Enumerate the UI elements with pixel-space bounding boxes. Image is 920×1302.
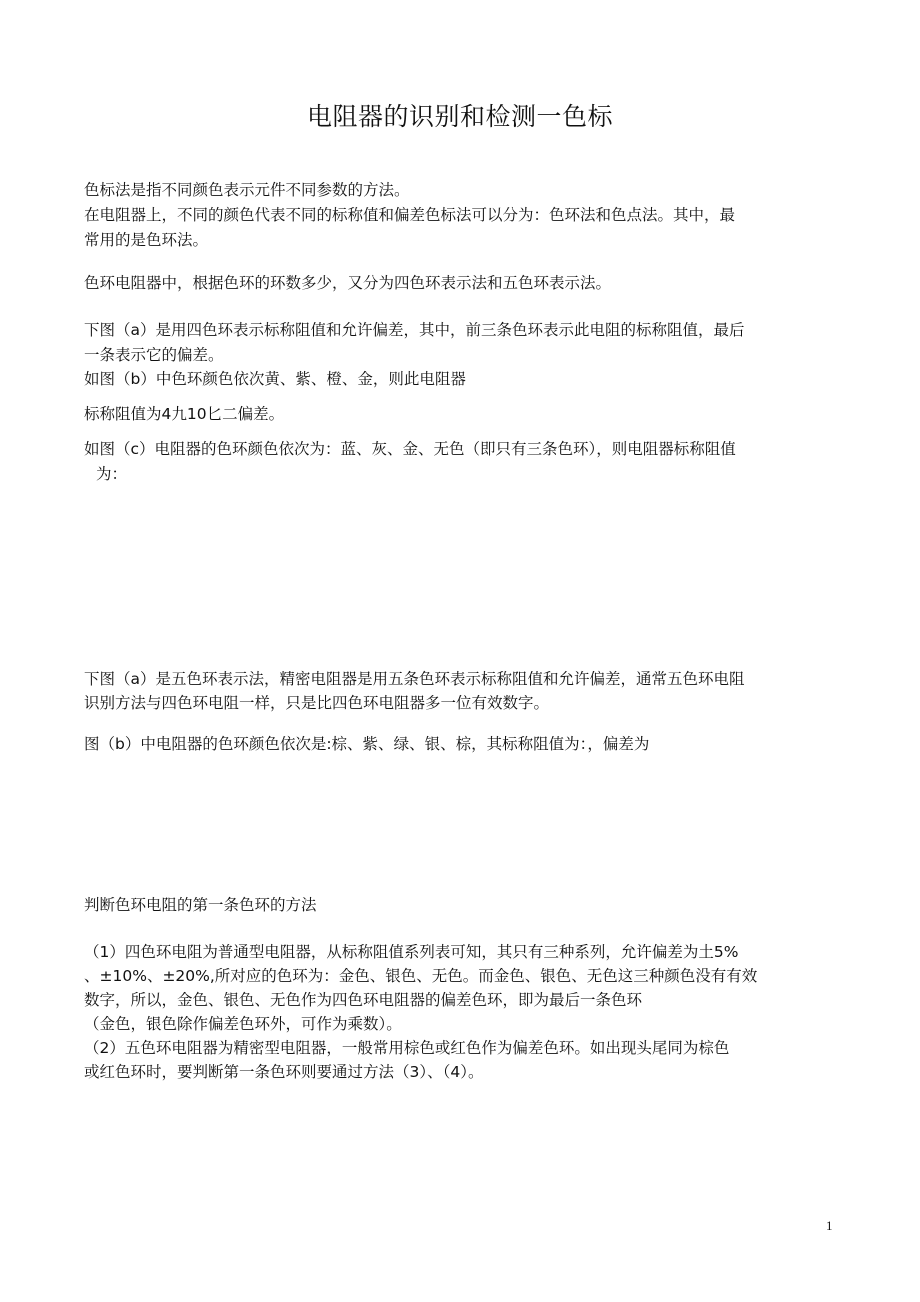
paragraph-line: 识别方法与四色环电阻一样，只是比四色环电阻器多一位有效数字。 bbox=[84, 694, 550, 712]
paragraph-line: 色环电阻器中，根据色环的环数多少，又分为四色环表示法和五色环表示法。 bbox=[84, 274, 612, 292]
page-number: 1 bbox=[826, 1218, 833, 1233]
paragraph-line: 下图（a）是五色环表示法，精密电阻器是用五条色环表示标称阻值和允许偏差，通常五色环电阻 bbox=[84, 670, 745, 688]
paragraph-line: 一条表示它的偏差。 bbox=[84, 346, 224, 364]
paragraph-line: 如图（b）中色环颜色依次黄、紫、橙、金，则此电阻器 bbox=[84, 370, 466, 388]
paragraph-line: 色标法是指不同颜色表示元件不同参数的方法。 bbox=[84, 181, 410, 199]
paragraph-line: 在电阻器上，不同的颜色代表不同的标称值和偏差色标法可以分为：色环法和色点法。其中，最 bbox=[84, 206, 736, 224]
paragraph-line: 或红色环时，要判断第一条色环则要通过方法（3）、（4）。 bbox=[84, 1063, 484, 1081]
paragraph-line: （1）四色环电阻为普通型电阻器，从标称阻值系列表可知，其只有三种系列，允许偏差为土5% bbox=[84, 943, 739, 961]
paragraph-line: 如图（c）电阻器的色环颜色依次为：蓝、灰、金、无色（即只有三条色环），则电阻器标称阻值 bbox=[84, 440, 736, 458]
section-heading: 判断色环电阻的第一条色环的方法 bbox=[84, 896, 317, 914]
paragraph-line: 、±10%、±20%,所对应的色环为：金色、银色、无色。而金色、银色、无色这三种颜色没有有效 bbox=[84, 967, 758, 985]
paragraph-line: 为： bbox=[96, 465, 128, 483]
paragraph-line: 下图（a）是用四色环表示标称阻值和允许偏差，其中，前三条色环表示此电阻的标称阻值，最后 bbox=[84, 321, 745, 339]
paragraph-line: 数字，所以，金色、银色、无色作为四色环电阻器的偏差色环，即为最后一条色环 bbox=[84, 991, 643, 1009]
paragraph-line: 图（b）中电阻器的色环颜色依次是:棕、紫、绿、银、棕，其标称阻值为：，偏差为 bbox=[84, 735, 650, 753]
paragraph-line: （2）五色环电阻器为精密型电阻器，一般常用棕色或红色作为偏差色环。如出现头尾同为棕色 bbox=[84, 1039, 730, 1057]
page-title: 电阻器的识别和检测一色标 bbox=[306, 102, 613, 131]
paragraph-line: （金色，银色除作偏差色环外，可作为乘数）。 bbox=[84, 1015, 402, 1033]
paragraph-line: 常用的是色环法。 bbox=[84, 231, 209, 249]
paragraph-line: 标称阻值为4九10匕二偏差。 bbox=[84, 405, 285, 423]
